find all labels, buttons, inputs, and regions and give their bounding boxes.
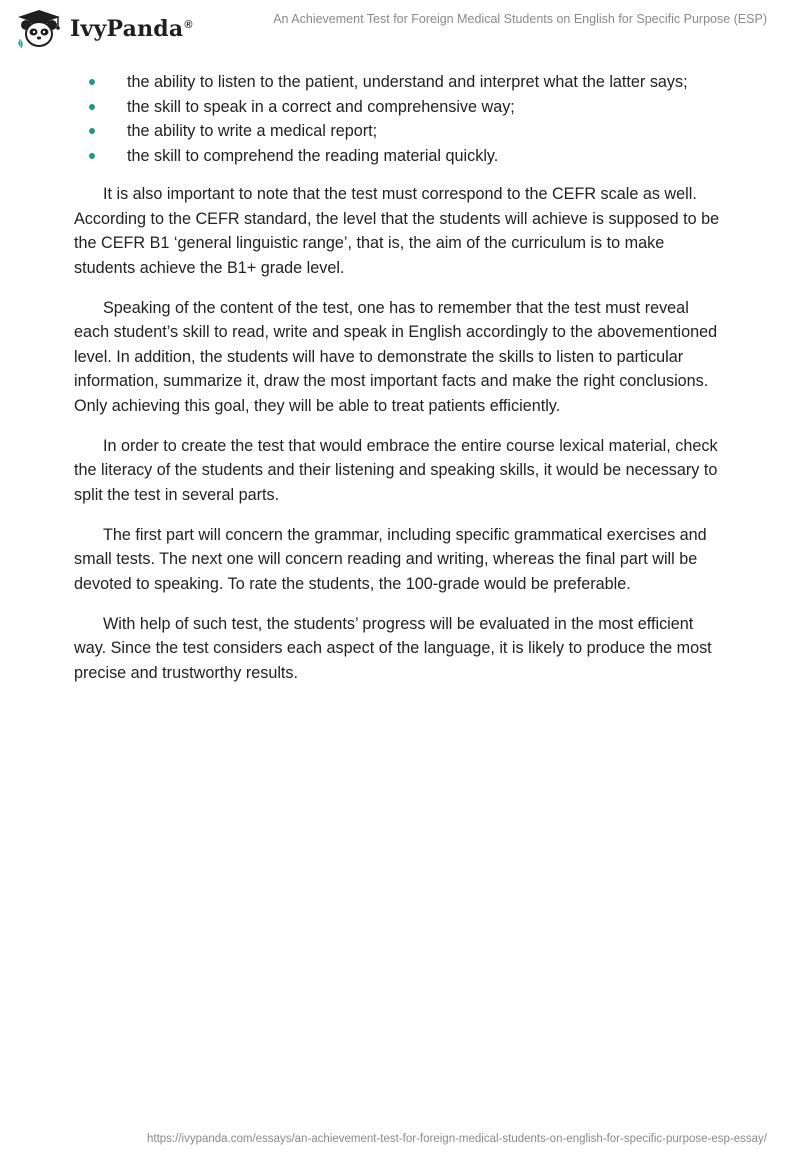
bullet-icon (89, 128, 95, 134)
paragraph-structure: In order to create the test that would embrace the entire course lexical material, check the literacy of the students and their listening and speaking skills, it would be necessary to split the test in several parts. (74, 436, 718, 504)
bullet-icon (89, 79, 95, 85)
list-item: the skill to comprehend the reading material quickly. (74, 144, 724, 169)
logo-wordmark: IvyPanda® (70, 16, 193, 42)
essay-body (74, 70, 724, 701)
paragraph-conclusion: With help of such test, the students’ progress will be evaluated in the most efficient way. Since the test considers each aspect of the language, it is likely to produce the most precise and trustworthy results. (74, 614, 712, 682)
paragraph-parts: The first part will concern the grammar, including specific grammatical exercises and small tests. The next one will concern reading and writing, whereas the final part will be devoted to speaking. To rate the students, the 100-grade would be preferable. (74, 525, 707, 593)
list-item: the ability to write a medical report; (74, 119, 724, 144)
panda-graduate-icon (14, 9, 64, 49)
bullet-icon (89, 104, 95, 110)
registered-mark: ® (184, 18, 193, 31)
bullet-icon (89, 153, 95, 159)
source-url-link[interactable]: https://ivypanda.com/essays/an-achievement-test-for-foreign-medical-students-on-english-for-specific-purpose-esp-essay/ (147, 1133, 767, 1145)
document-title: An Achievement Test for Foreign Medical Students on English for Specific Purpose (ESP) (273, 12, 767, 26)
list-item: the ability to listen to the patient, understand and interpret what the latter says; (74, 70, 724, 95)
paragraph-content: Speaking of the content of the test, one has to remember that the test must reveal each student’s skill to read, write and speak in English accordingly to the abovementioned level. In addition, the students will have to demonstrate the skills to listen to particular information, summarize it, draw the most important facts and make the right conclusions. Only achieving this goal, they will be able to treat patients efficiently. (74, 298, 718, 415)
skills-list (74, 70, 724, 168)
paragraph-cefr: It is also important to note that the test must correspond to the CEFR scale as well. According to the CEFR standard, the level that the students will achieve is supposed to be the CEFR B1 ‘general linguistic range’, that is, the aim of the curriculum is to make students achieve the B1+ grade level. (74, 185, 720, 277)
page-header (0, 0, 800, 60)
ivypanda-logo[interactable] (14, 9, 193, 49)
list-item: the skill to speak in a correct and comprehensive way; (74, 95, 724, 120)
